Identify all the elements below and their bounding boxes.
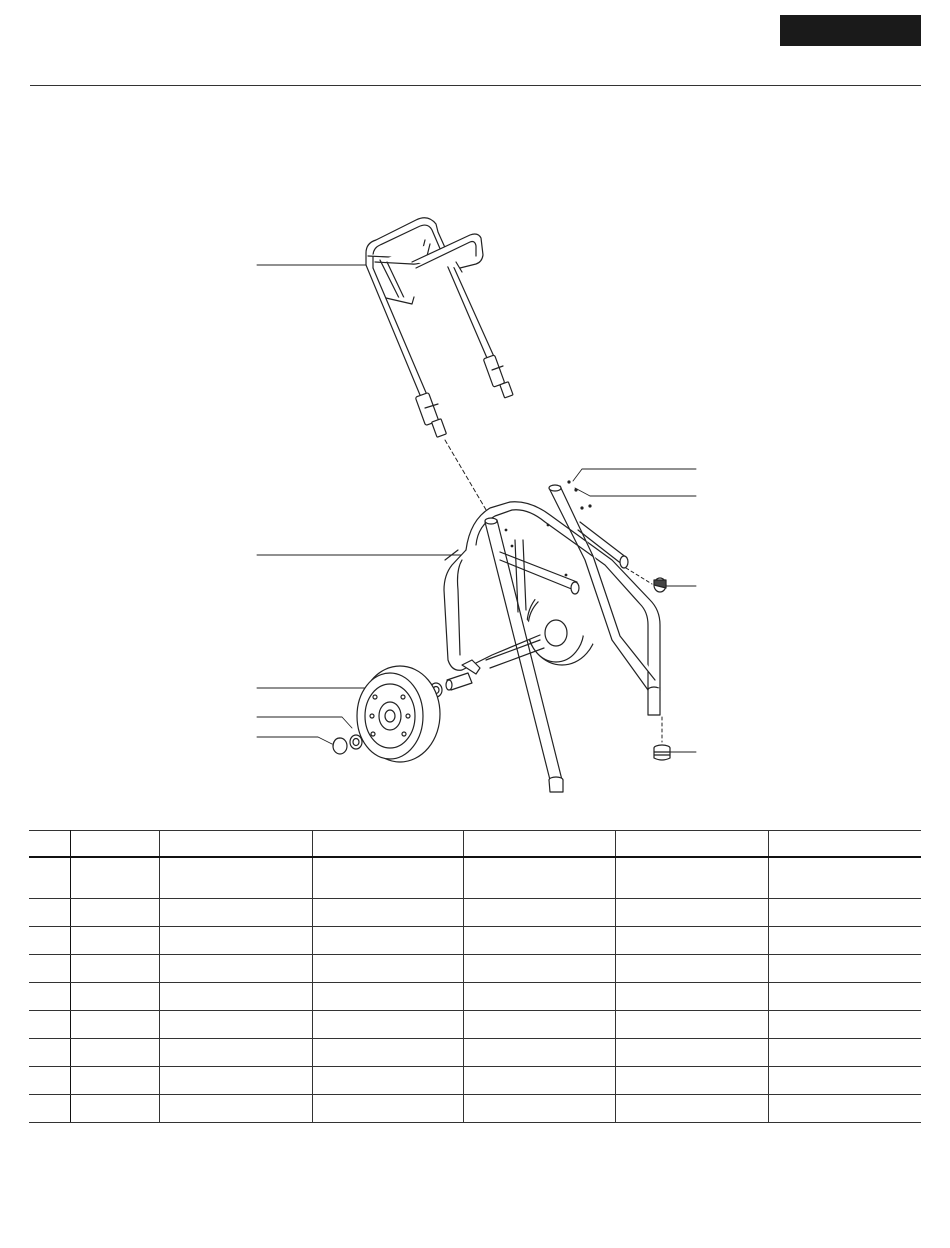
- table-cell: [29, 857, 70, 899]
- table-cell: [463, 927, 615, 955]
- table-cell: [463, 857, 615, 899]
- table-cell: [29, 1011, 70, 1039]
- table-cell: [463, 955, 615, 983]
- table-row: [29, 1011, 921, 1039]
- table-cell: [768, 927, 921, 955]
- table-cell: [312, 1067, 463, 1095]
- table-cell: [159, 955, 312, 983]
- table-cell: [463, 1039, 615, 1067]
- table-cell: [615, 1011, 768, 1039]
- table-cell: [312, 927, 463, 955]
- table-cell: [159, 857, 312, 899]
- wheel-washer: [350, 735, 362, 749]
- table-row: [29, 927, 921, 955]
- table-cell: [312, 1039, 463, 1067]
- washer-leader: [257, 717, 352, 728]
- column-header: [768, 831, 921, 857]
- table-cell: [29, 955, 70, 983]
- parts-list-table: [29, 830, 921, 1123]
- table-cell: [615, 955, 768, 983]
- table-cell: [70, 1095, 159, 1123]
- table-cell: [768, 1095, 921, 1123]
- table-cell: [615, 983, 768, 1011]
- table-cell: [70, 857, 159, 899]
- table-cell: [312, 857, 463, 899]
- table-row: [29, 983, 921, 1011]
- table-row: [29, 899, 921, 927]
- table-row: [29, 857, 921, 899]
- table-cell: [29, 983, 70, 1011]
- column-header: [29, 831, 70, 857]
- table-cell: [159, 1067, 312, 1095]
- table-cell: [29, 1067, 70, 1095]
- front-wheel: [357, 666, 440, 762]
- table-cell: [159, 1011, 312, 1039]
- column-header: [312, 831, 463, 857]
- table-cell: [768, 1011, 921, 1039]
- cap-leader: [257, 737, 332, 744]
- table-cell: [159, 1095, 312, 1123]
- table-row: [29, 1039, 921, 1067]
- table-row: [29, 1067, 921, 1095]
- column-header: [615, 831, 768, 857]
- table-cell: [768, 1039, 921, 1067]
- table-cell: [29, 927, 70, 955]
- table-cell: [463, 1067, 615, 1095]
- table-cell: [312, 955, 463, 983]
- table-cell: [768, 899, 921, 927]
- table-cell: [159, 927, 312, 955]
- table-cell: [70, 1039, 159, 1067]
- table-cell: [615, 857, 768, 899]
- table-cell: [29, 1095, 70, 1123]
- screw-leader-2: [575, 488, 696, 496]
- table-cell: [768, 857, 921, 899]
- table-cell: [768, 955, 921, 983]
- table-cell: [70, 983, 159, 1011]
- column-header: [70, 831, 159, 857]
- table-cell: [615, 1067, 768, 1095]
- column-header: [159, 831, 312, 857]
- table-cell: [463, 1011, 615, 1039]
- table-cell: [70, 955, 159, 983]
- table-row: [29, 1095, 921, 1123]
- table-cell: [768, 983, 921, 1011]
- table-cell: [312, 1095, 463, 1123]
- table-cell: [159, 899, 312, 927]
- handle: [366, 218, 513, 437]
- table-cell: [615, 1095, 768, 1123]
- table-cell: [615, 1039, 768, 1067]
- table-cell: [29, 899, 70, 927]
- table-cell: [615, 899, 768, 927]
- table-cell: [312, 983, 463, 1011]
- table-cell: [312, 899, 463, 927]
- handle-frame-connection: [445, 440, 492, 520]
- foot-cap: [654, 745, 670, 760]
- table-cell: [70, 927, 159, 955]
- end-plug: [654, 578, 666, 592]
- table-cell: [463, 1095, 615, 1123]
- table-cell: [159, 1039, 312, 1067]
- table-cell: [70, 1067, 159, 1095]
- column-header: [463, 831, 615, 857]
- table-cell: [463, 899, 615, 927]
- table-cell: [29, 1039, 70, 1067]
- table-cell: [159, 983, 312, 1011]
- table-cell: [70, 899, 159, 927]
- table-cell: [70, 1011, 159, 1039]
- table-cell: [463, 983, 615, 1011]
- table-cell: [768, 1067, 921, 1095]
- screw-leader-1: [573, 469, 696, 481]
- table-header-row: [29, 831, 921, 857]
- table-cell: [312, 1011, 463, 1039]
- table-row: [29, 955, 921, 983]
- hub-cap: [333, 738, 347, 754]
- table-cell: [615, 927, 768, 955]
